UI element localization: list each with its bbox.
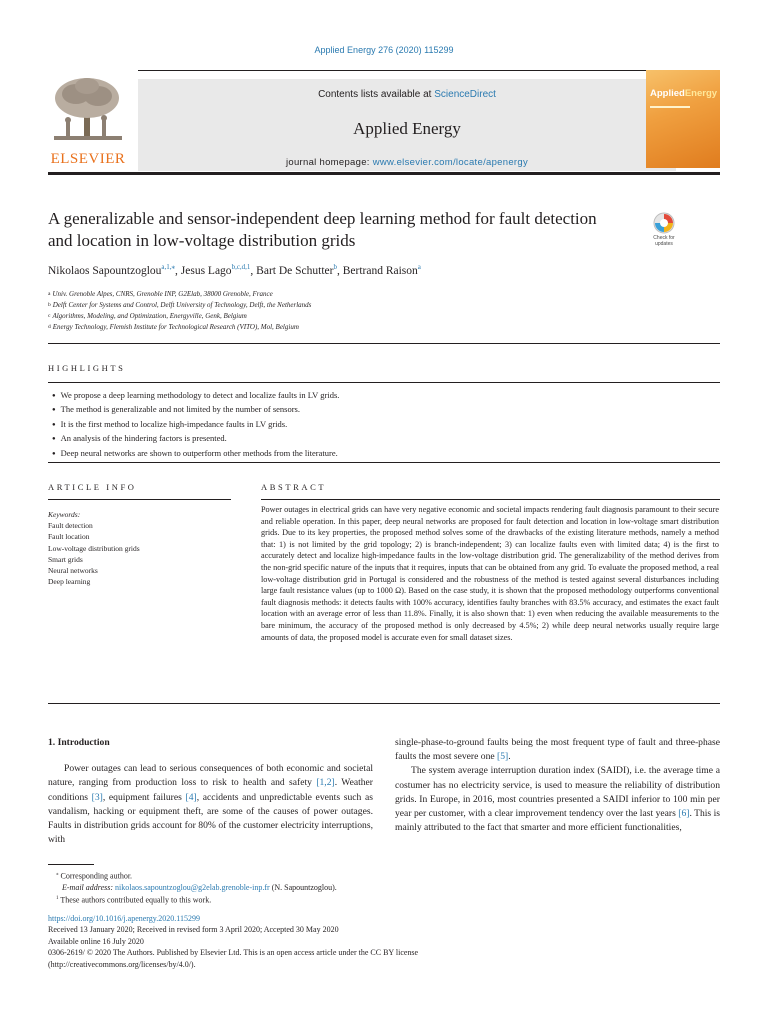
- publisher-wordmark: ELSEVIER: [50, 151, 126, 167]
- author-affiliation-marks[interactable]: a,1,⁎: [161, 263, 176, 271]
- text-run: , accidents and unpredictable events such as vandalism, hacking or equipment theft, are some of the causes of power outages. Faults in distribution grids account for 80% of the customer electricity interruptions, with: [48, 791, 373, 846]
- author-separator: ,: [250, 264, 257, 277]
- reference-link[interactable]: [1,2]: [316, 777, 335, 789]
- author-separator: ,: [175, 264, 181, 277]
- affiliation-text: Energy Technology, Flemish Institute for Technological Research (VITO), Mol, Belgium: [52, 323, 299, 331]
- affiliation-item: [48, 300, 720, 311]
- author-list: [48, 263, 720, 277]
- abstract-bottom-rule: [48, 703, 720, 704]
- homepage-prefix: journal homepage:: [285, 157, 373, 168]
- footnotes: [48, 869, 448, 907]
- footnote-mark: 1: [56, 896, 59, 902]
- crossmark-label-line-1: Check for: [653, 235, 675, 241]
- text-run: Power outages can lead to serious consequences of both economic and societal nature, ranging from production loss to risk to health and safety: [48, 763, 373, 789]
- homepage-link[interactable]: www.elsevier.com/locate/apenergy: [372, 157, 529, 168]
- highlights-top-rule: [48, 343, 720, 344]
- author-name[interactable]: Jesus Lago: [180, 264, 232, 277]
- text-run: . Weather conditions: [48, 777, 374, 803]
- keywords-block: [48, 509, 228, 587]
- keyword-item: Low-voltage distribution grids: [48, 543, 140, 553]
- license-line-1: 0306-2619/ © 2020 The Authors. Published by Elsevier Ltd. This is an open access article under the CC BY license: [48, 948, 419, 958]
- abstract-text: Power outages in electrical grids can have very negative economic and societal impacts rendering fault diagnosis paramount to their secure and reliable operation. In this paper, deep neural networks are proposed for fault detection and location in low-voltage smart distribution grids. Due to its key properties, the proposed method solves some of the drawbacks of the existing literature methods, namely a method that: 1) is not limited by the grid topology; 2) is branch-independent; 3) can localize faults even with limited data; 4) is the first to accurately detect and localize high-impedance faults in the low-voltage distribution grid. The generalizability of the method derives from the non-grid specific nature of the inputs that it requires, inputs that can be obtained from any grid. To evaluate the proposed method, a real low-voltage distribution grid in Portugal is considered and the robustness of the method is tested against several disturbances including large fault resistance values (up to 1000 Ω). Based on the case study, it is shown that the proposed methodology outperforms conventional fault diagnosis methods: it detects faults with 100% accuracy, identifies faulty branches with 83.5% accuracy, and estimates the exact fault location with an average error of less than 11.8%. Finally, it is also shown that: 1) even when reducing the available measurements to the bare minimum, the accuracy of the proposed method is only decreased by 4.5%; 2) while deep neural networks usually require large amounts of data, the proposed model is accurate even for small dataset sizes.: [261, 505, 719, 642]
- contents-line: [138, 89, 676, 100]
- footnote-equal-contribution: [48, 893, 448, 906]
- masthead-top-rule: [138, 70, 676, 71]
- received-dates: Received 13 January 2020; Received in revised form 3 April 2020; Accepted 30 May 2020: [48, 925, 339, 935]
- publication-info: [48, 913, 720, 970]
- text-run: . This is mainly attributed to the fact that smarter and more efficient functionalities,: [395, 808, 720, 834]
- highlight-item: ● The method is generalizable and not limited by the number of sensors.: [52, 403, 712, 417]
- affiliation-label: b: [48, 302, 51, 308]
- author-name[interactable]: Nikolaos Sapountzoglou: [48, 264, 162, 277]
- intro-paragraph: [395, 764, 720, 835]
- author-separator: ,: [336, 264, 343, 277]
- footnote-rule: [48, 864, 94, 865]
- affiliation-text: Algorithms, Modeling, and Optimization, Energyville, Genk, Belgium: [52, 312, 247, 320]
- reference-link[interactable]: [4]: [185, 791, 197, 803]
- affiliation-label: c: [48, 313, 51, 319]
- text-run: .: [508, 751, 511, 763]
- author-affiliation-marks[interactable]: b: [333, 263, 337, 271]
- intro-left-column: [48, 736, 373, 847]
- highlight-item: ● Deep neural networks are shown to outperform other methods from the literature.: [52, 447, 712, 461]
- masthead: [48, 70, 720, 174]
- sciencedirect-link[interactable]: ScienceDirect: [434, 89, 496, 100]
- article-title: A generalizable and sensor-independent deep learning method for fault detection and location in low-voltage distribution grids: [48, 209, 597, 250]
- cover-stripe: [650, 106, 690, 108]
- affiliation-list: [48, 289, 720, 333]
- highlight-item: ● We propose a deep learning methodology to detect and localize faults in LV grids.: [52, 389, 712, 403]
- journal-banner: [138, 79, 676, 171]
- affiliation-text: Univ. Grenoble Alpes, CNRS, Grenoble INP, G2Elab, 38000 Grenoble, France: [52, 290, 273, 298]
- author-name[interactable]: Bart De Schutter: [256, 264, 334, 277]
- crossmark-icon: [646, 212, 682, 236]
- affiliation-label: a: [48, 291, 51, 297]
- footnote-email: [48, 882, 448, 893]
- footnote-text: Corresponding author.: [60, 871, 133, 881]
- journal-citation[interactable]: Applied Energy 276 (2020) 115299: [314, 45, 454, 55]
- email-label: E-mail address:: [62, 883, 116, 893]
- footnote-corresponding: [48, 869, 448, 882]
- author-affiliation-marks[interactable]: a: [417, 263, 421, 271]
- keyword-item: Deep learning: [48, 577, 91, 587]
- crossmark-label: [646, 235, 682, 247]
- available-online-date: Available online 16 July 2020: [48, 936, 144, 946]
- footnote-text: These authors contributed equally to this work.: [60, 896, 212, 906]
- keyword-item: Fault location: [48, 532, 90, 542]
- keywords-label: Keywords:: [48, 510, 81, 519]
- affiliation-label: d: [48, 324, 51, 330]
- abstract-heading: ABSTRACT: [261, 482, 327, 492]
- keyword-item: Neural networks: [48, 566, 98, 576]
- asterisk-mark: ⁎: [56, 872, 59, 877]
- license-line-2: (http://creativecommons.org/licenses/by/4.0/).: [48, 959, 196, 969]
- highlights-bottom-rule: [48, 462, 720, 463]
- text-run: single-phase-to-ground faults being the most frequent type of fault and three-phase faults the most severe one: [395, 737, 720, 763]
- masthead-bottom-rule: [48, 172, 720, 175]
- intro-heading: 1. Introduction: [48, 737, 110, 748]
- check-for-updates-badge[interactable]: [646, 212, 682, 252]
- email-link[interactable]: nikolaos.sapountzoglou@g2elab.grenoble-inp.fr: [115, 883, 270, 893]
- affiliation-item: [48, 322, 720, 333]
- cover-title-part-1: Applied: [650, 88, 685, 99]
- highlights-heading: HIGHLIGHTS: [48, 363, 126, 373]
- cover-title: [650, 88, 717, 99]
- cover-title-part-2: Energy: [684, 88, 718, 99]
- article-info-heading: ARTICLE INFO: [48, 482, 137, 492]
- crossmark-label-line-2: updates: [655, 241, 673, 247]
- abstract-rule: [261, 499, 720, 500]
- text-run: The system average interruption duration index (SAIDI), i.e. the average time a costumer has no electricity service, is used to measure the reliability of distribution grids. In Europe, in 2016, most countries presented a SAIDI inferior to 100 min per year per customer, with a clear improvement tendency over the last years: [395, 765, 720, 820]
- journal-cover-image: [646, 70, 720, 168]
- homepage-line: [138, 157, 676, 168]
- affiliation-item: [48, 289, 720, 300]
- highlights-inner-rule: [48, 382, 720, 383]
- contents-prefix: Contents lists available at: [318, 89, 435, 100]
- email-suffix: (N. Sapountzoglou).: [269, 883, 337, 893]
- keyword-item: Fault detection: [48, 521, 93, 531]
- keyword-item: Smart grids: [48, 554, 83, 564]
- intro-paragraph: [48, 762, 373, 847]
- text-run: , equipment failures: [102, 791, 186, 803]
- reference-link[interactable]: [3]: [91, 791, 103, 803]
- reference-link[interactable]: [6]: [678, 808, 690, 820]
- article-info-rule: [48, 499, 231, 500]
- author-affiliation-marks[interactable]: b,c,d,1: [231, 263, 251, 271]
- doi-link[interactable]: https://doi.org/10.1016/j.apenergy.2020.115299: [48, 914, 200, 923]
- affiliation-item: [48, 311, 720, 322]
- highlight-item: ● It is the first method to localize high-impedance faults in LV grids.: [52, 418, 712, 432]
- intro-right-column: [395, 736, 720, 835]
- author-name[interactable]: Bertrand Raison: [342, 264, 418, 277]
- intro-paragraph: [395, 736, 720, 764]
- highlights-list: [52, 389, 712, 461]
- affiliation-text: Delft Center for Systems and Control, Delft University of Technology, Delft, the Netherlands: [52, 301, 312, 309]
- journal-title: Applied Energy: [353, 119, 461, 138]
- reference-link[interactable]: [5]: [497, 751, 509, 763]
- tree-icon: [48, 74, 128, 146]
- elsevier-tree-logo: [48, 74, 128, 168]
- highlight-item: ● An analysis of the hindering factors is presented.: [52, 432, 712, 446]
